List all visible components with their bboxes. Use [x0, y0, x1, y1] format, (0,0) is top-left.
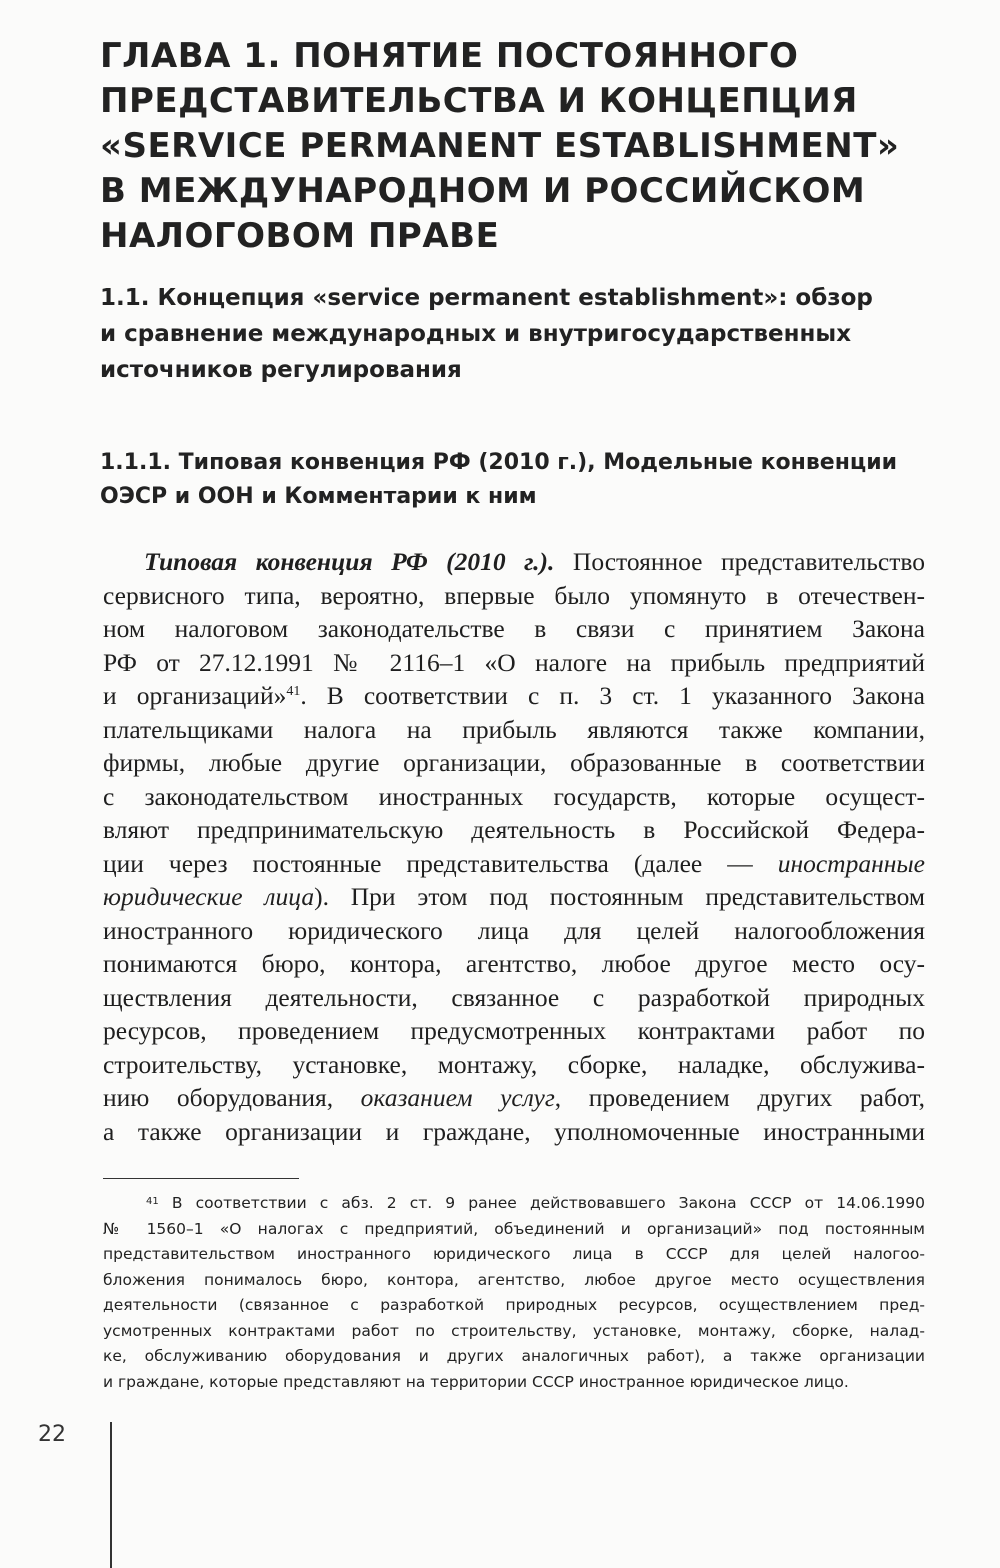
body-line: ции через постоянные представительства (далее — иностранные	[103, 848, 925, 878]
footnote-number: 41	[146, 1196, 159, 1207]
subsection-title	[100, 446, 900, 514]
footnote-line: и граждане, которые представляют на территории СССР иностранное юридическое лицо.	[103, 1372, 849, 1391]
body-line: иностранного юридического лица для целей налогообложения	[103, 915, 925, 945]
section-title-line: и сравнение международных и внутригосударственных	[100, 321, 852, 347]
footnote-line: деятельности (связанное с разработкой природных ресурсов, осуществлением пред-	[103, 1296, 925, 1314]
body-line: сервисного типа, вероятно, впервые было упомянуто в отечествен-	[103, 580, 925, 610]
chapter-title-line: В МЕЖДУНАРОДНОМ И РОССИЙСКОМ	[100, 171, 866, 211]
section-title-line: источников регулирования	[100, 357, 462, 383]
section-title	[100, 280, 900, 388]
body-line: фирмы, любые другие организации, образованные в соответствии	[103, 748, 925, 777]
body-line: а также организации и граждане, уполномоченные иностранными	[103, 1116, 925, 1146]
italic-term: юридические лица	[103, 882, 315, 911]
subsection-title-line: ОЭСР и ООН и Комментарии к ним	[100, 484, 537, 509]
footnote-reference[interactable]: 41	[286, 684, 301, 699]
footnote	[103, 1191, 925, 1395]
body-line: ресурсов, проведением предусмотренных контрактами работ по	[103, 1016, 925, 1045]
subsection-title-line: 1.1.1. Типовая конвенция РФ (2010 г.), Модельные конвенции	[100, 450, 898, 475]
body-line: и организаций»$^{41}$. В соответствии с п. 3 ст. 1 указанного Закона	[103, 681, 925, 710]
body-line: строительству, установке, монтажу, сборке, наладке, обслужива-	[103, 1049, 925, 1079]
italic-term: иностранные	[777, 848, 925, 878]
chapter-title-line: «SERVICE PERMANENT ESTABLISHMENT»	[100, 126, 900, 166]
footnote-line: бложения понималось бюро, контора, агентство, любое другое место осуществления	[103, 1270, 925, 1289]
footnote-line: представительством иностранного юридического лица в СССР для целей налогоо-	[103, 1245, 925, 1263]
body-line: нию оборудования, оказанием услуг, проведением других работ,	[103, 1083, 925, 1112]
body-line: ном налоговом законодательстве в связи с принятием Закона	[103, 614, 925, 643]
body-line: плательщиками налога на прибыль являются также компании,	[103, 714, 925, 744]
chapter-title	[100, 34, 900, 259]
italic-term: оказанием услуг	[360, 1083, 555, 1112]
chapter-title-line: ПРЕДСТАВИТЕЛЬСТВА И КОНЦЕПЦИЯ	[100, 81, 858, 121]
body-line: Типовая конвенция РФ (2010 г.). Постоянное представительство	[144, 547, 926, 576]
page-number: 22	[38, 1422, 66, 1447]
body-line: с законодательством иностранных государств, которые осущест-	[103, 781, 925, 811]
body-line: ществления деятельности, связанное с разработкой природных	[103, 982, 925, 1012]
chapter-title-line: НАЛОГОВОМ ПРАВЕ	[100, 216, 500, 256]
body-line: юридические лица). При этом под постоянным представительством	[103, 882, 926, 911]
body-line: РФ от 27.12.1991 № 2116–1 «О налоге на прибыль предприятий	[103, 647, 925, 677]
page-margin-rule	[110, 1422, 112, 1568]
footnote-line: $^{41}$ В соответствии с абз. 2 ст. 9 ранее действовавшего Закона СССР от 14.06.1990	[146, 1194, 925, 1212]
footnote-line: № 1560–1 «О налогах с предприятий, объединений и организаций» под постоянным	[103, 1219, 925, 1238]
footnote-line: ке, обслуживанию оборудования и других аналогичных работ), а также организации	[103, 1347, 925, 1365]
chapter-title-line: ГЛАВА 1. ПОНЯТИЕ ПОСТОЯННОГО	[100, 36, 799, 76]
body-line: понимаются бюро, контора, агентство, любое другое место осу-	[103, 949, 925, 978]
section-title-line: 1.1. Концепция «service permanent establishment»: обзор	[100, 285, 873, 311]
lead-italic-heading: Типовая конвенция РФ (2010 г.).	[144, 547, 555, 576]
body-line: вляют предпринимательскую деятельность в Российской Федера-	[103, 815, 925, 844]
body-paragraph	[103, 545, 925, 1148]
footnote-line: усмотренных контрактами работ по строительству, установке, монтажу, сборке, налад-	[103, 1321, 925, 1340]
footnote-separator	[103, 1178, 299, 1179]
